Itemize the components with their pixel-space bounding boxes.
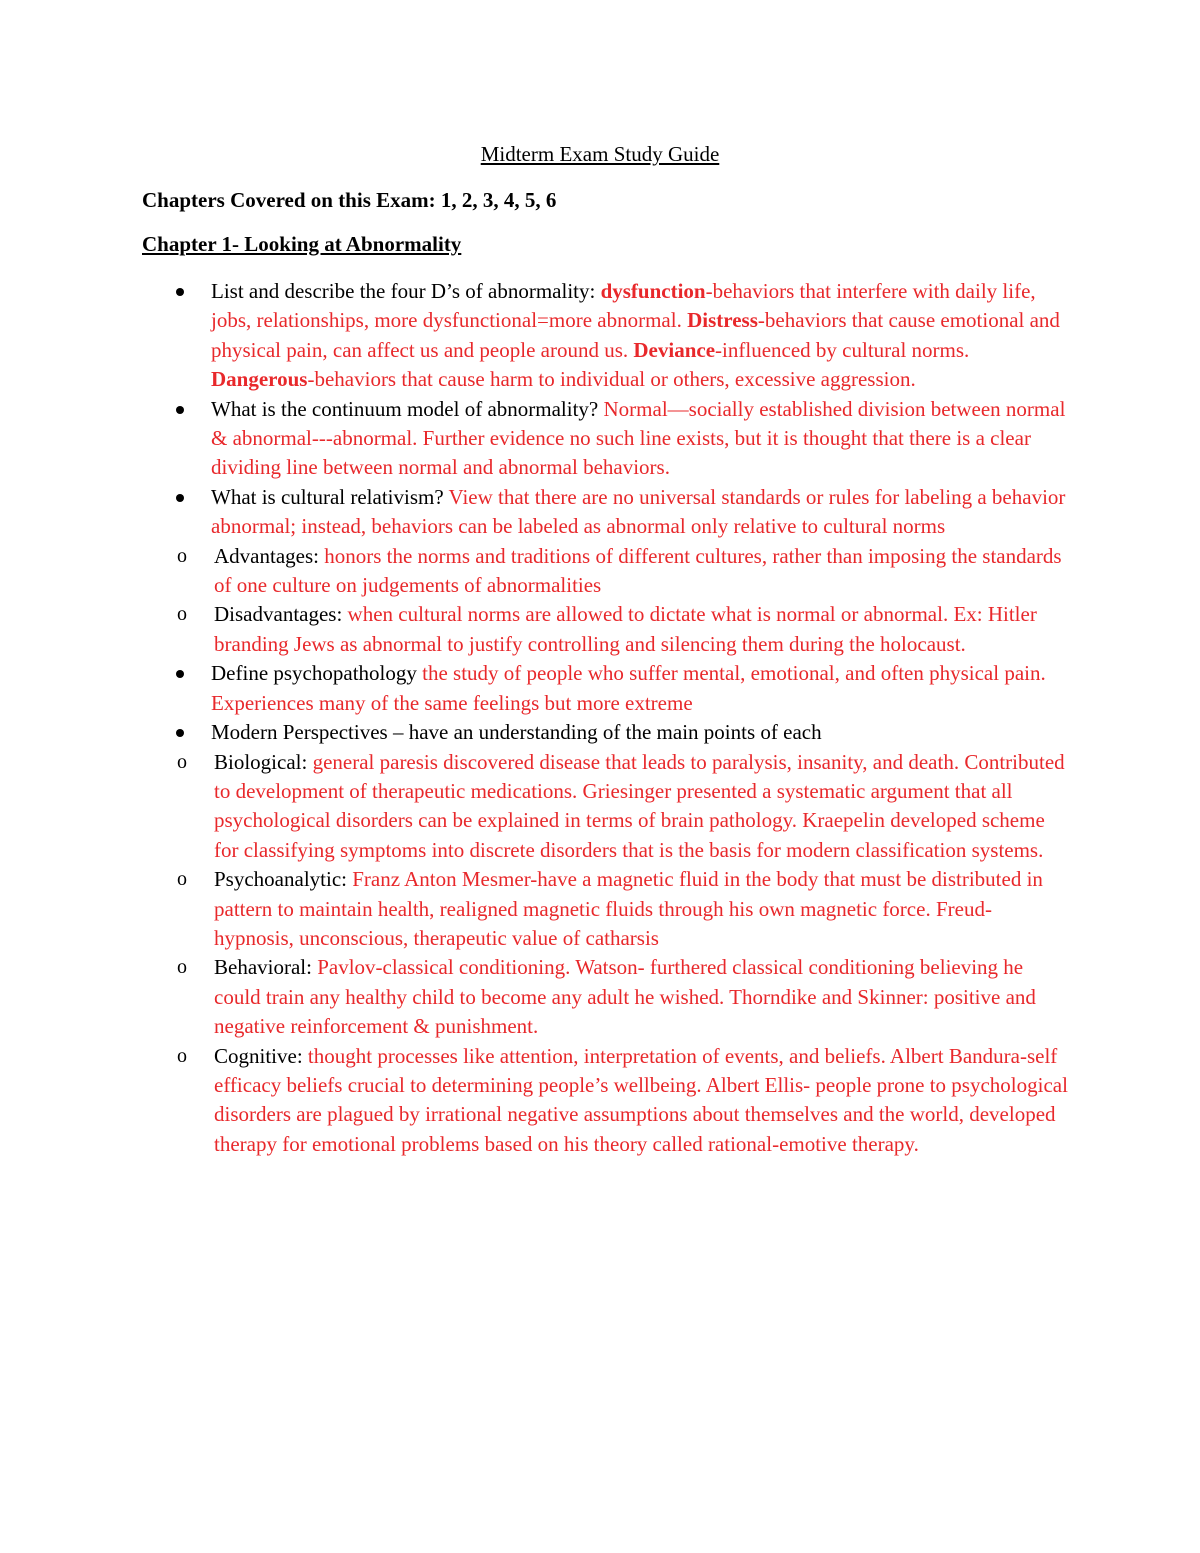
question-continuum-model	[142, 395, 1072, 483]
question-text: What is cultural relativism?	[211, 484, 449, 509]
term-distress: Distress	[687, 308, 758, 333]
chapters-covered: Chapters Covered on this Exam: 1, 2, 3, 4, 5, 6	[142, 188, 557, 212]
question-text: Modern Perspectives – have an understanding of the main points of each	[211, 720, 822, 745]
question-modern-perspectives	[142, 718, 1072, 747]
term-dangerous: Dangerous	[211, 367, 308, 392]
sub-item-biological	[142, 748, 1072, 866]
sub-item-behavioral	[142, 953, 1072, 1041]
sub-item-psychoanalytic	[142, 865, 1072, 953]
answer-text: Pavlov-classical conditioning. Watson- furthered classical conditioning believing he could train any healthy child to become any adult he wished. Thorndike and Skinner: positive and negative reinforcement & punishment.	[214, 955, 1036, 1039]
answer-text: when cultural norms are allowed to dictate what is normal or abnormal. Ex: Hitler branding Jews as abnormal to justify controlling and silencing them during the holocaust.	[214, 602, 1037, 656]
bullet-icon	[176, 494, 184, 502]
question-cultural-relativism	[142, 483, 1072, 542]
term-deviance: Deviance	[633, 337, 716, 362]
question-text: Define psychopathology	[211, 661, 423, 686]
answer-text: general paresis discovered disease that leads to paralysis, insanity, and death. Contributed to development of therapeutic medications. Griesinger presented a systematic argument that all psychological disorders can be explained in terms of brain pathology. Kraepelin developed scheme for classifying symptoms into discrete disorders that is the basis for modern classification systems.	[214, 749, 1065, 862]
sub-bullet-icon: o	[177, 603, 187, 626]
answer-text: thought processes like attention, interpretation of events, and beliefs. Albert Bandura-self efficacy beliefs crucial to determining people’s wellbeing. Albert Ellis- people prone to psychological disorders are plagued by irrational negative assumptions about themselves and the world, developed therapy for emotional problems based on his theory called rational-emotive therapy.	[214, 1043, 1068, 1156]
sub-item-disadvantages	[142, 600, 1072, 659]
sub-label: Psychoanalytic:	[214, 867, 353, 892]
sub-bullet-icon: o	[177, 868, 187, 891]
answer-text: -influenced by cultural norms.	[715, 337, 970, 362]
chapter-heading: Chapter 1- Looking at Abnormality	[142, 232, 462, 256]
answer-text: View that there are no universal standards or rules for labeling a behavior abnormal; instead, behaviors can be labeled as abnormal only relative to cultural norms	[211, 484, 1066, 539]
sub-item-cognitive	[142, 1042, 1072, 1160]
answer-text: honors the norms and traditions of different cultures, rather than imposing the standards of one culture on judgements of abnormalities	[214, 543, 1062, 598]
sub-label: Biological:	[214, 749, 313, 774]
bullet-icon	[176, 729, 184, 737]
answer-text: -behaviors that cause emotional and physical pain, can affect us and people around us.	[211, 308, 1060, 362]
page-title: Midterm Exam Study Guide	[480, 142, 720, 166]
sub-bullet-icon: o	[177, 750, 187, 773]
question-text: What is the continuum model of abnormality?	[211, 396, 604, 421]
question-four-ds	[142, 277, 1072, 395]
answer-text: the study of people who suffer mental, emotional, and often physical pain. Experiences many of the same feelings but more extreme	[211, 661, 1046, 715]
answer-text: Franz Anton Mesmer-have a magnetic fluid in the body that must be distributed in pattern to maintain health, realigned magnetic fluids through his own magnetic force. Freud- hypnosis, unconscious, therapeutic value of catharsis	[214, 867, 1043, 950]
sub-label: Cognitive:	[214, 1043, 308, 1068]
question-psychopathology	[142, 659, 1072, 718]
sub-label: Disadvantages:	[214, 602, 348, 627]
sub-item-advantages	[142, 542, 1072, 601]
sub-label: Behavioral:	[214, 955, 318, 980]
answer-text: -behaviors that interfere with daily life, jobs, relationships, more dysfunctional=more abnormal.	[211, 279, 1036, 333]
sub-bullet-icon: o	[177, 1044, 187, 1067]
bullet-icon	[176, 406, 184, 414]
question-list	[142, 277, 1072, 1159]
bullet-icon	[176, 288, 184, 296]
study-guide-content	[142, 277, 1072, 1159]
sub-bullet-icon: o	[177, 956, 187, 979]
sub-bullet-icon: o	[177, 544, 187, 567]
bullet-icon	[176, 670, 184, 678]
question-text: List and describe the four D’s of abnormality:	[211, 279, 601, 303]
answer-text: Normal—socially established division between normal & abnormal---abnormal. Further evidence no such line exists, but it is thought that there is a clear dividing line between normal and abnormal behaviors.	[211, 396, 1066, 480]
term-dysfunction: dysfunction	[600, 279, 706, 303]
answer-text: -behaviors that cause harm to individual or others, excessive aggression.	[307, 367, 916, 392]
sub-label: Advantages:	[214, 543, 325, 568]
